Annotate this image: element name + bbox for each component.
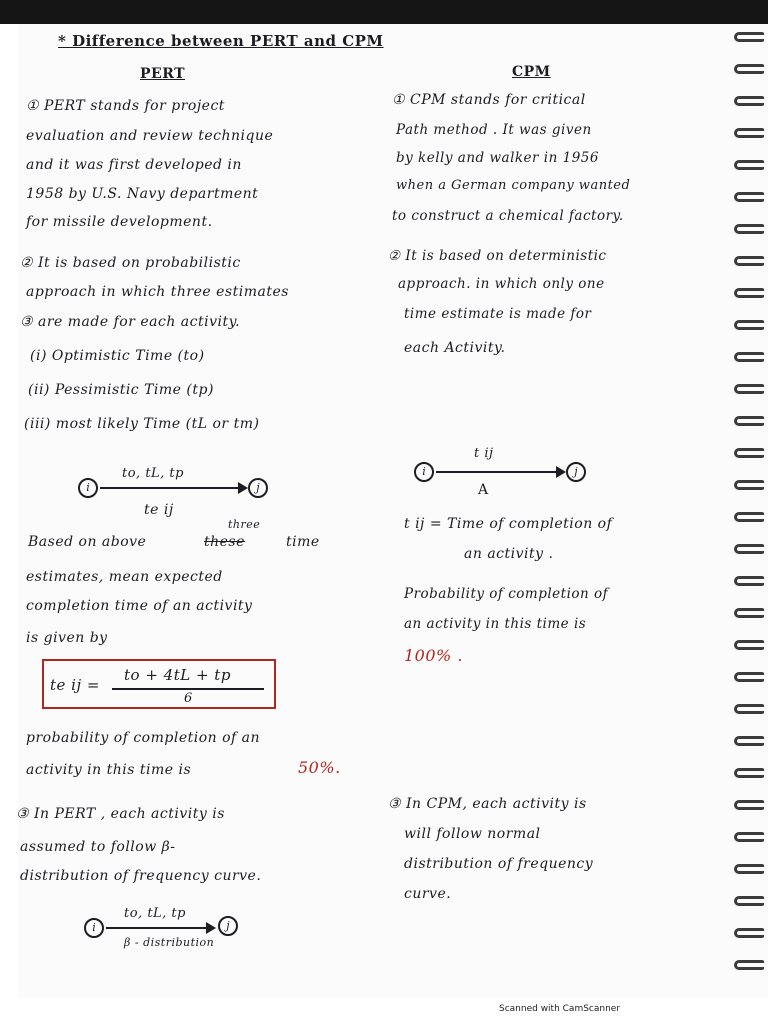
- page-title: * Difference between PERT and CPM: [58, 32, 384, 50]
- spiral-coil: [734, 352, 764, 362]
- spiral-coil: [734, 800, 764, 810]
- spiral-coil: [734, 320, 764, 330]
- formula-numerator: to + 4tL + tp: [124, 666, 231, 684]
- footer-strip: [0, 998, 768, 1024]
- cpm-p3-line: distribution of frequency: [404, 856, 594, 872]
- spiral-coil: [734, 416, 764, 426]
- pert-estimate: (iii) most likely Time (tL or tm): [24, 416, 260, 432]
- pert-prob-line: activity in this time is: [26, 762, 192, 778]
- spiral-coil: [734, 32, 764, 42]
- pert-prob-line: probability of completion of an: [26, 730, 261, 746]
- spiral-coil: [734, 160, 764, 170]
- spiral-coil: [734, 928, 764, 938]
- pert-p2-line: ② It is based on probabilistic: [20, 255, 241, 271]
- pert-p3-line: completion time of an activity: [26, 598, 253, 614]
- pert-p1-line: 1958 by U.S. Navy department: [26, 186, 259, 202]
- pert-estimate: (i) Optimistic Time (to): [30, 348, 205, 364]
- pert-p2-line: ③ are made for each activity.: [20, 314, 241, 330]
- node-i: i: [78, 478, 98, 498]
- node-i: i: [84, 918, 104, 938]
- beta-diagram-bottom-label: β - distribution: [124, 936, 215, 949]
- spiral-coil: [734, 864, 764, 874]
- spiral-coil: [734, 704, 764, 714]
- pert-p1-line: and it was first developed in: [26, 157, 242, 173]
- pert-p4-line: ③ In PERT , each activity is: [16, 806, 225, 822]
- spiral-coil: [734, 224, 764, 234]
- spiral-coil: [734, 512, 764, 522]
- spiral-coil: [734, 128, 764, 138]
- node-i: i: [414, 462, 434, 482]
- cpm-prob-line: an activity in this time is: [404, 616, 587, 632]
- spiral-coil: [734, 640, 764, 650]
- scanner-watermark: Scanned with CamScanner: [499, 1004, 621, 1014]
- pert-p2-line: approach in which three estimates: [26, 284, 289, 300]
- cpm-def-line: an activity .: [464, 546, 554, 562]
- cpm-p2-line: approach. in which only one: [398, 276, 605, 292]
- cpm-prob-line: Probability of completion of: [404, 586, 609, 602]
- spiral-coil: [734, 64, 764, 74]
- pert-diagram-top-label: to, tL, tp: [122, 466, 184, 481]
- cpm-heading: CPM: [512, 64, 551, 80]
- pert-heading: PERT: [140, 66, 186, 82]
- pert-diagram-bottom-label: te ij: [144, 502, 174, 518]
- spiral-coil: [734, 608, 764, 618]
- spiral-coil: [734, 832, 764, 842]
- spiral-coil: [734, 576, 764, 586]
- cpm-diagram-bottom-label: A: [478, 482, 489, 498]
- pert-p3-line: Based on above: [28, 534, 147, 550]
- cpm-def-line: t ij = Time of completion of: [404, 516, 613, 532]
- spiral-coil: [734, 896, 764, 906]
- spiral-coil: [734, 96, 764, 106]
- pert-prob-value: 50%.: [298, 758, 341, 777]
- cpm-p2-line: each Activity.: [404, 340, 506, 356]
- cpm-p1-line: by kelly and walker in 1956: [396, 150, 599, 166]
- cpm-p3-line: curve.: [404, 886, 452, 902]
- struck-word: these: [204, 534, 245, 550]
- cpm-p2-line: time estimate is made for: [404, 306, 592, 322]
- spiral-coil: [734, 768, 764, 778]
- pert-estimate: (ii) Pessimistic Time (tp): [28, 382, 214, 398]
- cpm-p1-line: when a German company wanted: [396, 178, 631, 193]
- spiral-coil: [734, 480, 764, 490]
- cpm-p3-line: will follow normal: [404, 826, 541, 842]
- cpm-diagram-top-label: t ij: [474, 446, 494, 461]
- pert-p3-line: estimates, mean expected: [26, 569, 223, 585]
- spiral-coil: [734, 256, 764, 266]
- pert-p3-line: is given by: [26, 630, 108, 646]
- node-j: j: [218, 916, 238, 936]
- spiral-coil: [734, 544, 764, 554]
- cpm-p1-line: to construct a chemical factory.: [392, 208, 624, 224]
- cpm-p3-line: ③ In CPM, each activity is: [388, 796, 587, 812]
- activity-arrow: [436, 471, 564, 473]
- pert-p4-line: assumed to follow β-: [20, 839, 176, 855]
- cpm-p2-line: ② It is based on deterministic: [388, 248, 607, 264]
- top-bar: [0, 0, 768, 24]
- activity-arrow: [106, 927, 214, 929]
- pert-p1-line: evaluation and review technique: [26, 128, 274, 144]
- spiral-coil: [734, 960, 764, 970]
- activity-arrow: [100, 487, 246, 489]
- pert-p1-line: ① PERT stands for project: [26, 98, 225, 114]
- beta-diagram-top-label: to, tL, tp: [124, 906, 186, 921]
- pert-p4-line: distribution of frequency curve.: [20, 868, 262, 884]
- node-j: j: [566, 462, 586, 482]
- spiral-coil: [734, 192, 764, 202]
- spiral-coil: [734, 672, 764, 682]
- inserted-word: three: [228, 518, 261, 531]
- pert-p1-line: for missile development.: [26, 214, 213, 230]
- spiral-coil: [734, 448, 764, 458]
- formula-lhs: te ij =: [50, 676, 100, 694]
- cpm-p1-line: Path method . It was given: [396, 122, 592, 138]
- spiral-coil: [734, 736, 764, 746]
- cpm-prob-value: 100% .: [404, 646, 463, 665]
- node-j: j: [248, 478, 268, 498]
- spiral-coil: [734, 384, 764, 394]
- cpm-p1-line: ① CPM stands for critical: [392, 92, 586, 108]
- pert-p3-line: time: [286, 534, 320, 550]
- spiral-coil: [734, 288, 764, 298]
- spiral-binding: [726, 24, 768, 998]
- formula-denominator: 6: [184, 691, 193, 706]
- fraction-line: [112, 688, 264, 690]
